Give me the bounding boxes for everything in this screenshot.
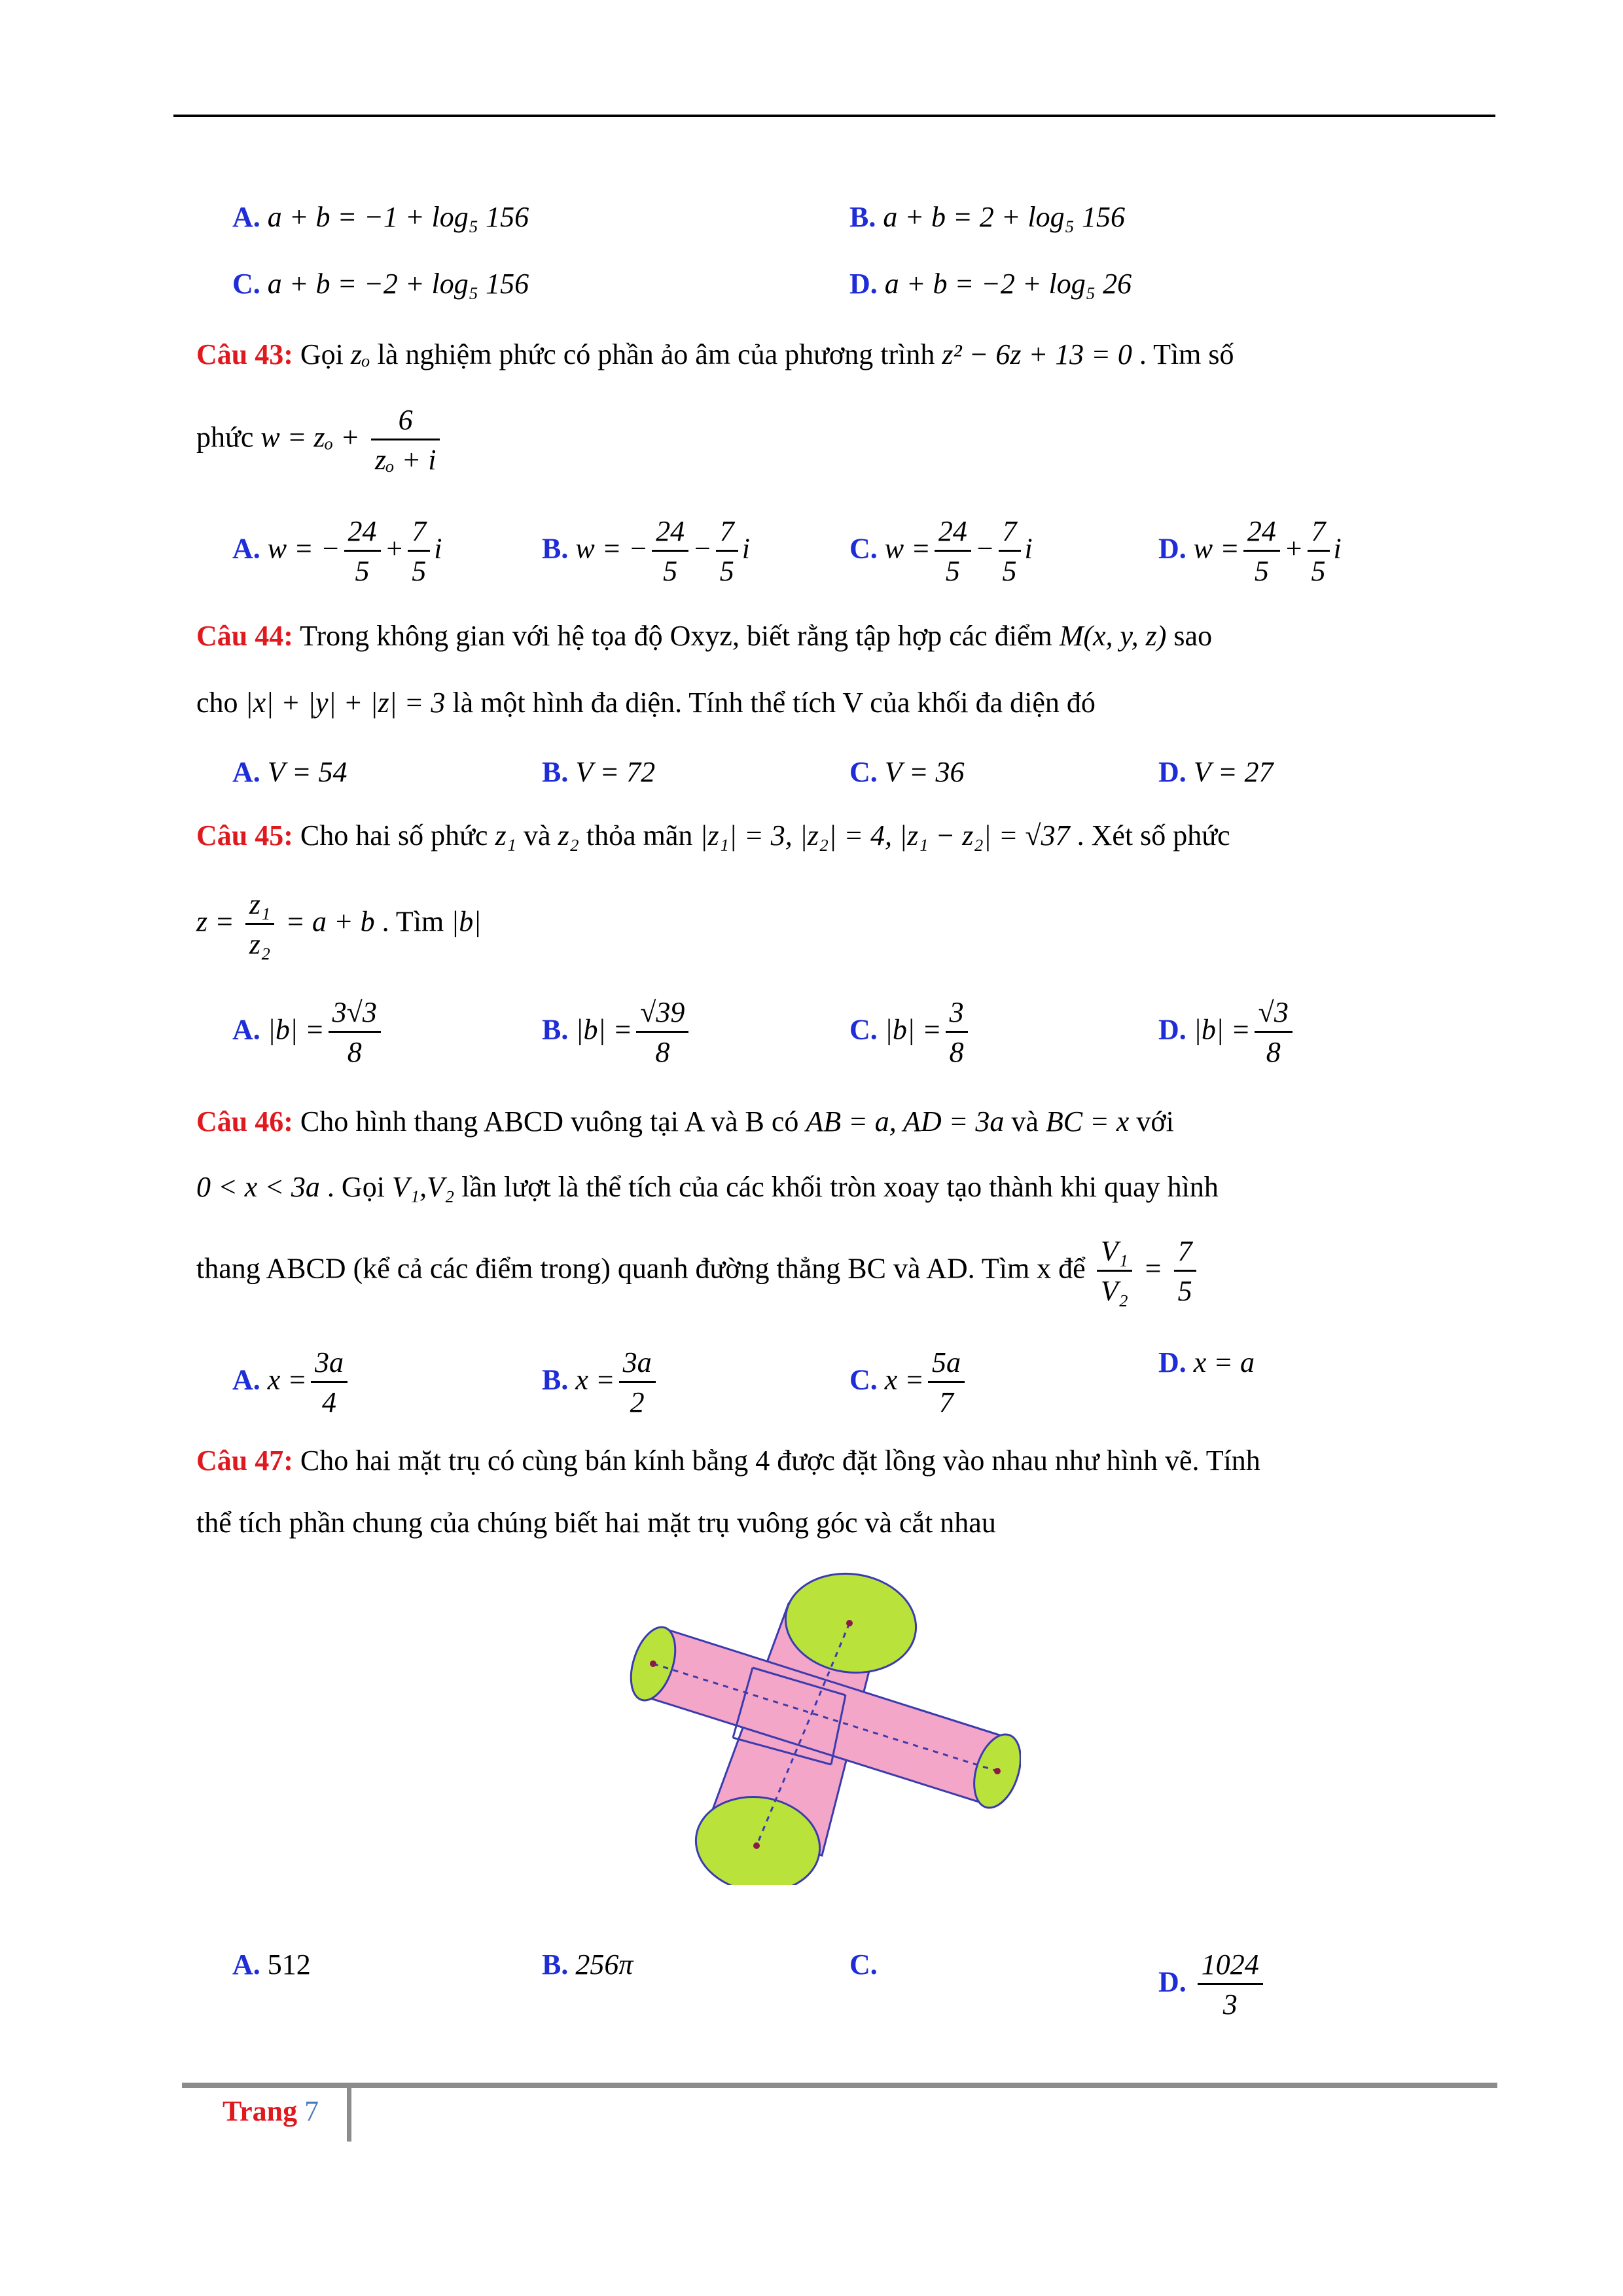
option-letter: C. xyxy=(849,1363,885,1396)
fraction-numerator: 3 xyxy=(949,996,964,1028)
center-dot-left xyxy=(650,1660,656,1667)
fraction xyxy=(928,1348,965,1417)
fraction-denominator: 8 xyxy=(636,1031,688,1067)
fraction-numerator: 24 xyxy=(656,515,685,547)
option-expr: 256π xyxy=(575,1948,633,1981)
option-letter: B. xyxy=(542,756,576,788)
fraction-denominator: 5 xyxy=(1243,550,1280,586)
option-expr: |b| = xyxy=(884,1013,942,1046)
option-expr: w = − xyxy=(575,532,649,565)
q46-option-b[interactable] xyxy=(542,1348,660,1417)
q43-option-a[interactable] xyxy=(232,517,442,586)
option-letter: A. xyxy=(232,756,268,788)
q47-stem-line1: Câu 47: Cho hai mặt trụ có cùng bán kính bằng 4 được đặt lồng vào nhau như hình vẽ. Tính xyxy=(196,1444,1260,1477)
fraction xyxy=(636,998,688,1067)
q47-option-b[interactable] xyxy=(542,1950,633,1979)
fraction-denominator: 5 xyxy=(935,550,971,586)
q45-stem-line1: Câu 45: Cho hai số phức z₁ và z₂ thỏa mãn |z₁| = 3, |z₂| = 4, |z₁ − z₂| = √37 . Xét số phức xyxy=(196,819,1230,852)
q44-option-d[interactable] xyxy=(1158,758,1274,787)
q43-stem-line2: phức w = zₒ + $\frac{6}{\text{zₒ + i}}$ xyxy=(196,406,444,475)
fraction-numerator: 24 xyxy=(938,515,967,547)
fraction-denominator: 8 xyxy=(946,1031,968,1067)
q45-option-a[interactable] xyxy=(232,998,385,1067)
fraction-numerator: 7 xyxy=(719,515,734,547)
q47-option-a[interactable] xyxy=(232,1950,311,1979)
fraction-denominator: 3 xyxy=(1198,1983,1263,2019)
fraction-numerator: 24 xyxy=(348,515,377,547)
option-unit: i xyxy=(1024,532,1033,565)
option-expr: x = xyxy=(267,1363,308,1396)
option-letter: B. xyxy=(542,1013,576,1046)
q46-stem-line1: Câu 46: Cho hình thang ABCD vuông tại A và B có AB = a, AD = 3a và BC = x với xyxy=(196,1105,1174,1138)
fraction-numerator: 1024 xyxy=(1201,1948,1259,1981)
q46-option-c[interactable] xyxy=(849,1348,969,1417)
q43-option-d[interactable] xyxy=(1158,517,1342,586)
center-dot-bottom xyxy=(753,1842,760,1849)
q44-stem-line1: Câu 44: Trong không gian với hệ tọa độ Oxyz, biết rằng tập hợp các điểm M(x, y, z) sao xyxy=(196,620,1213,652)
fraction-numerator: 24 xyxy=(1247,515,1276,547)
option-letter: C. xyxy=(849,1013,885,1046)
option-expr: x = a xyxy=(1193,1346,1255,1378)
fraction xyxy=(1308,517,1330,586)
q44-label: Câu 44: xyxy=(196,620,293,652)
fraction-denominator: 5 xyxy=(652,550,688,586)
fraction-numerator: 7 xyxy=(1002,515,1017,547)
fraction-denominator: 8 xyxy=(1255,1031,1293,1067)
fraction xyxy=(311,1348,348,1417)
option-letter: D. xyxy=(1158,1965,1194,1998)
option-expr: w = − xyxy=(267,532,340,565)
option-letter: A. xyxy=(232,1013,268,1046)
q47-stem-line2: thể tích phần chung của chúng biết hai mặt trụ vuông góc và cắt nhau xyxy=(196,1507,996,1539)
q45-label: Câu 45: xyxy=(196,819,293,852)
option-letter: D. xyxy=(1158,756,1194,788)
option-expr: |b| = xyxy=(575,1013,633,1046)
option-letter: A. xyxy=(232,532,268,565)
page-number: 7 xyxy=(304,2095,319,2127)
fraction xyxy=(1255,998,1293,1067)
fraction-numerator: √3 xyxy=(1258,996,1289,1028)
fraction xyxy=(619,1348,656,1417)
fraction xyxy=(329,998,381,1067)
q45-option-c[interactable] xyxy=(849,998,972,1067)
option-expr: w = xyxy=(884,532,931,565)
q43-option-c[interactable] xyxy=(849,517,1033,586)
option-op: − xyxy=(692,532,712,565)
fraction-numerator: 7 xyxy=(1311,515,1326,547)
option-letter: C. xyxy=(849,532,885,565)
option-letter: B. xyxy=(542,1948,576,1981)
option-letter: D. xyxy=(1158,532,1194,565)
header-rule xyxy=(173,115,1495,117)
q44-option-a[interactable] xyxy=(232,758,348,787)
option-letter: B. xyxy=(542,1363,576,1396)
q45-stem-line2: z = $\frac{\text{z₁}}{\text{z₂}}$ = a + b . Tìm |b| xyxy=(196,888,482,960)
q44-option-c[interactable] xyxy=(849,758,965,787)
q46-option-a[interactable] xyxy=(232,1348,351,1417)
q43-option-b[interactable] xyxy=(542,517,750,586)
q46-stem-line2: 0 < x < 3a . Gọi V₁,V₂ lần lượt là thể tích của các khối tròn xoay tạo thành khi quay hình xyxy=(196,1171,1219,1203)
fraction-denominator: 5 xyxy=(716,550,738,586)
option-expr: |b| = xyxy=(267,1013,325,1046)
intersecting-cylinders-figure xyxy=(602,1558,1021,1885)
option-letter: C. xyxy=(849,1948,878,1981)
q42-option-a[interactable]: A. a + b = −1 + log₅ 156 xyxy=(232,201,529,233)
q47-option-c[interactable] xyxy=(849,1950,878,1979)
option-unit: i xyxy=(1333,532,1342,565)
q47-option-d[interactable] xyxy=(1158,1950,1267,2019)
option-expr: V = 72 xyxy=(575,756,656,788)
option-expr: V = 54 xyxy=(267,756,348,788)
fraction-denominator: 5 xyxy=(1308,550,1330,586)
footer-rule xyxy=(182,2083,1497,2088)
q46-label: Câu 46: xyxy=(196,1105,293,1138)
option-letter: D. xyxy=(1158,1346,1194,1378)
fraction xyxy=(716,517,738,586)
page-label: Trang 7 xyxy=(223,2095,319,2127)
fraction-denominator: 5 xyxy=(999,550,1021,586)
fraction xyxy=(999,517,1021,586)
fraction-denominator: 2 xyxy=(619,1381,656,1417)
fraction xyxy=(344,517,381,586)
q46-option-d[interactable] xyxy=(1158,1348,1255,1377)
fraction-denominator: 5 xyxy=(344,550,381,586)
fraction-numerator: 7 xyxy=(412,515,427,547)
option-expr: V = 27 xyxy=(1193,756,1274,788)
fraction xyxy=(408,517,430,586)
q43-stem-line1: Câu 43: Gọi zₒ là nghiệm phức có phần ảo âm của phương trình z² − 6z + 13 = 0 . Tìm số xyxy=(196,338,1234,370)
q43-label: Câu 43: xyxy=(196,338,293,370)
option-letter: C. xyxy=(849,756,885,788)
option-op: − xyxy=(974,532,995,565)
option-unit: i xyxy=(434,532,442,565)
q42-option-c[interactable]: C. a + b = −2 + log₅ 156 xyxy=(232,268,529,300)
footer-divider xyxy=(347,2083,351,2142)
fraction-numerator: 3√3 xyxy=(332,996,377,1028)
option-expr: x = xyxy=(884,1363,925,1396)
fraction xyxy=(946,998,968,1067)
q46-stem-line3: thang ABCD (kể cả các điểm trong) quanh đường thẳng BC và AD. Tìm x để $\frac{\text{V₁}}{\text{V₂}}$ = $\frac{7}{5}$ xyxy=(196,1237,1200,1306)
option-expr: x = xyxy=(575,1363,615,1396)
option-op: + xyxy=(1283,532,1304,565)
fraction xyxy=(652,517,688,586)
option-expr: 512 xyxy=(267,1948,311,1981)
center-dot-top xyxy=(846,1620,853,1626)
fraction-numerator: 3a xyxy=(622,1346,652,1378)
q42-option-d[interactable]: D. a + b = −2 + log₅ 26 xyxy=(849,268,1132,300)
fraction-denominator: 7 xyxy=(928,1381,965,1417)
fraction-numerator: 3a xyxy=(315,1346,344,1378)
option-letter: A. xyxy=(232,1363,268,1396)
center-dot-right xyxy=(994,1768,1001,1774)
q42-option-b[interactable]: B. a + b = 2 + log₅ 156 xyxy=(849,201,1125,233)
option-unit: i xyxy=(741,532,751,565)
fraction-numerator: √39 xyxy=(640,996,685,1028)
fraction-denominator: 4 xyxy=(311,1381,348,1417)
fraction xyxy=(935,517,971,586)
q45-option-b[interactable] xyxy=(542,998,692,1067)
option-expr: w = xyxy=(1193,532,1240,565)
fraction xyxy=(1198,1950,1263,2019)
fraction-denominator: 8 xyxy=(329,1031,381,1067)
fraction-numerator: 5a xyxy=(932,1346,961,1378)
option-expr: |b| = xyxy=(1193,1013,1251,1046)
q44-option-b[interactable] xyxy=(542,758,655,787)
option-expr: V = 36 xyxy=(884,756,965,788)
fraction xyxy=(1243,517,1280,586)
option-letter: B. xyxy=(542,532,576,565)
option-op: + xyxy=(384,532,404,565)
q44-stem-line2: cho |x| + |y| + |z| = 3 là một hình đa diện. Tính thể tích V của khối đa diện đó xyxy=(196,687,1096,719)
fraction-denominator: 5 xyxy=(408,550,430,586)
option-letter: A. xyxy=(232,1948,268,1981)
option-letter: D. xyxy=(1158,1013,1194,1046)
q47-label: Câu 47: xyxy=(196,1444,293,1477)
q45-option-d[interactable] xyxy=(1158,998,1296,1067)
